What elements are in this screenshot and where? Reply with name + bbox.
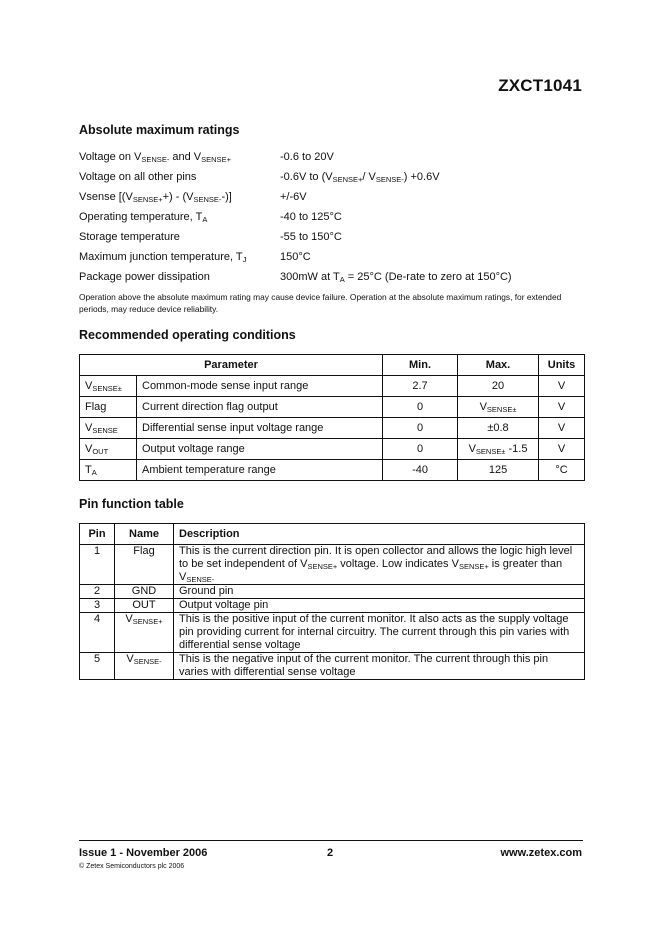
subscript-text: SENSE- [375, 175, 404, 184]
text-run: +) - (V [162, 191, 194, 203]
cell-max [458, 418, 539, 439]
text-run: V [85, 422, 93, 434]
text-run: 150°C [280, 251, 311, 263]
cell-symbol [80, 439, 137, 460]
text-run: 300mW at T [280, 271, 340, 283]
text-run: Operating temperature, T [79, 211, 203, 223]
text-run: Flag [133, 545, 155, 557]
subscript-text: SENSE [92, 426, 118, 435]
text-run: -1.5 [505, 443, 528, 455]
cell-units: V [539, 439, 585, 460]
cell-description [174, 599, 585, 613]
cell-pin: 2 [80, 585, 115, 599]
table-row [80, 439, 585, 460]
text-run: -40 to 125°C [280, 211, 342, 223]
cell-parameter: Differential sense input voltage range [137, 418, 383, 439]
cell-parameter: Output voltage range [137, 439, 383, 460]
text-run: GND [131, 585, 157, 597]
cell-parameter: Common-mode sense input range [137, 376, 383, 397]
table-row [80, 460, 585, 481]
cell-min: 0 [383, 397, 458, 418]
cell-symbol [80, 460, 137, 481]
text-run: This is the positive input of the current monitor. It also acts as the supply voltage pin providing current for internal circuitry. The current through this pin varies with differential sense voltage [179, 613, 570, 651]
rating-value [280, 151, 334, 164]
cell-description [174, 613, 585, 653]
rating-label [79, 251, 246, 264]
subscript-text: SENSE± [486, 405, 517, 414]
cell-pin: 5 [80, 653, 115, 680]
text-run: V [125, 613, 133, 625]
cell-units: V [539, 418, 585, 439]
cell-description [174, 545, 585, 585]
rating-value [280, 271, 512, 284]
table-row [80, 376, 585, 397]
footer-copyright: © Zetex Semiconductors plc 2006 [79, 863, 185, 870]
rec-op-table [79, 354, 585, 481]
footer-rule [79, 840, 583, 841]
cell-pin: 4 [80, 613, 115, 653]
subscript-text: A [339, 275, 345, 284]
text-run: V [85, 380, 93, 392]
text-run: Storage temperature [79, 231, 180, 243]
cell-name [115, 653, 174, 680]
text-run: 20 [491, 380, 505, 392]
rating-value [280, 251, 311, 264]
cell-max [458, 397, 539, 418]
table-row [80, 599, 585, 613]
text-run: voltage. Low indicates V [337, 558, 459, 570]
pin-function-heading: Pin function table [79, 497, 184, 511]
subscript-text: A [91, 468, 97, 477]
text-run: OUT [132, 599, 156, 611]
text-run: T [85, 464, 92, 476]
header-name: Name [115, 524, 174, 545]
text-run: = 25°C (De-rate to zero at 150°C) [344, 271, 512, 283]
abs-max-heading: Absolute maximum ratings [79, 123, 240, 137]
text-run: -)] [221, 191, 232, 203]
text-run: -55 to 150°C [280, 231, 342, 243]
subscript-text: SENSE- [141, 155, 170, 164]
subscript-text: OUT [92, 447, 109, 456]
rating-label [79, 211, 207, 224]
cell-parameter: Current direction flag output [137, 397, 383, 418]
text-run: ±0.8 [487, 422, 509, 434]
subscript-text: SENSE- [193, 195, 222, 204]
text-run: Output voltage pin [179, 599, 269, 611]
cell-name [115, 613, 174, 653]
subscript-text: SENSE+ [132, 617, 163, 626]
cell-units: V [539, 376, 585, 397]
text-run: Voltage on all other pins [79, 171, 197, 183]
cell-name [115, 599, 174, 613]
cell-parameter: Ambient temperature range [137, 460, 383, 481]
text-run: and V [169, 151, 202, 163]
text-run: Vsense [(V [79, 191, 133, 203]
text-run: +/-6V [280, 191, 307, 203]
table-row [80, 613, 585, 653]
cell-min: 2.7 [383, 376, 458, 397]
rec-op-heading: Recommended operating conditions [79, 328, 296, 342]
text-run: Maximum junction temperature, T [79, 251, 243, 263]
table-row [80, 545, 585, 585]
subscript-text: SENSE+ [307, 562, 338, 571]
text-run: 125 [488, 464, 508, 476]
cell-max [458, 376, 539, 397]
rating-label [79, 191, 232, 204]
subscript-text: SENSE+ [132, 195, 163, 204]
document-title: ZXCT1041 [498, 76, 582, 95]
cell-symbol [80, 418, 137, 439]
text-run: V [85, 443, 93, 455]
cell-max [458, 439, 539, 460]
cell-name [115, 545, 174, 585]
text-run: is greater than V [179, 558, 563, 583]
header-max: Max. [458, 355, 539, 376]
abs-max-note: Operation above the absolute maximum rating may cause device failure. Operation at the absolute maximum ratings, for extended periods, may reduce device reliability. [79, 292, 562, 314]
text-run: V [479, 401, 487, 413]
cell-min: -40 [383, 460, 458, 481]
rating-value [280, 231, 342, 244]
subscript-text: SENSE- [133, 657, 162, 666]
header-units: Units [539, 355, 585, 376]
rating-label [79, 171, 196, 184]
text-run: V [126, 653, 134, 665]
rating-label [79, 231, 180, 244]
footer-issue: Issue 1 - November 2006 [79, 847, 208, 859]
rating-value [280, 211, 342, 224]
rating-value [280, 171, 440, 184]
cell-units: °C [539, 460, 585, 481]
subscript-text: SENSE+ [332, 175, 363, 184]
text-run: Flag [85, 401, 107, 413]
text-run: -0.6V to (V [280, 171, 333, 183]
subscript-text: SENSE- [186, 575, 215, 584]
header-min: Min. [383, 355, 458, 376]
cell-description [174, 653, 585, 680]
cell-symbol [80, 376, 137, 397]
rating-label [79, 151, 231, 164]
footer-page-number: 2 [327, 847, 334, 859]
rating-label [79, 271, 210, 284]
header-pin: Pin [80, 524, 115, 545]
cell-units: V [539, 397, 585, 418]
table-row [80, 418, 585, 439]
header-parameter: Parameter [80, 355, 383, 376]
subscript-text: SENSE+ [201, 155, 231, 164]
subscript-text: SENSE± [92, 384, 122, 393]
text-run: V [468, 443, 476, 455]
table-row [80, 397, 585, 418]
text-run: Voltage on V [79, 151, 142, 163]
pin-function-table [79, 523, 585, 680]
cell-min: 0 [383, 418, 458, 439]
text-run: This is the negative input of the current monitor. The current through this pin varies with differential sense voltage [179, 653, 549, 678]
text-run: This is the current direction pin. It is open collector and allows the logic high level to be set independent of V [179, 545, 573, 570]
rating-value [280, 191, 307, 204]
cell-name [115, 585, 174, 599]
text-run: ) +0.6V [403, 171, 440, 183]
subscript-text: J [242, 255, 247, 264]
text-run: Ground pin [179, 585, 234, 597]
cell-max [458, 460, 539, 481]
cell-min: 0 [383, 439, 458, 460]
text-run: Package power dissipation [79, 271, 210, 283]
cell-pin: 1 [80, 545, 115, 585]
cell-description [174, 585, 585, 599]
header-description: Description [174, 524, 585, 545]
cell-symbol [80, 397, 137, 418]
table-row [80, 653, 585, 680]
subscript-text: SENSE± [475, 447, 506, 456]
subscript-text: A [202, 215, 208, 224]
subscript-text: SENSE+ [458, 562, 489, 571]
text-run: -0.6 to 20V [280, 151, 334, 163]
text-run: / V [362, 171, 376, 183]
footer-url: www.zetex.com [500, 847, 582, 859]
cell-pin: 3 [80, 599, 115, 613]
table-row [80, 585, 585, 599]
